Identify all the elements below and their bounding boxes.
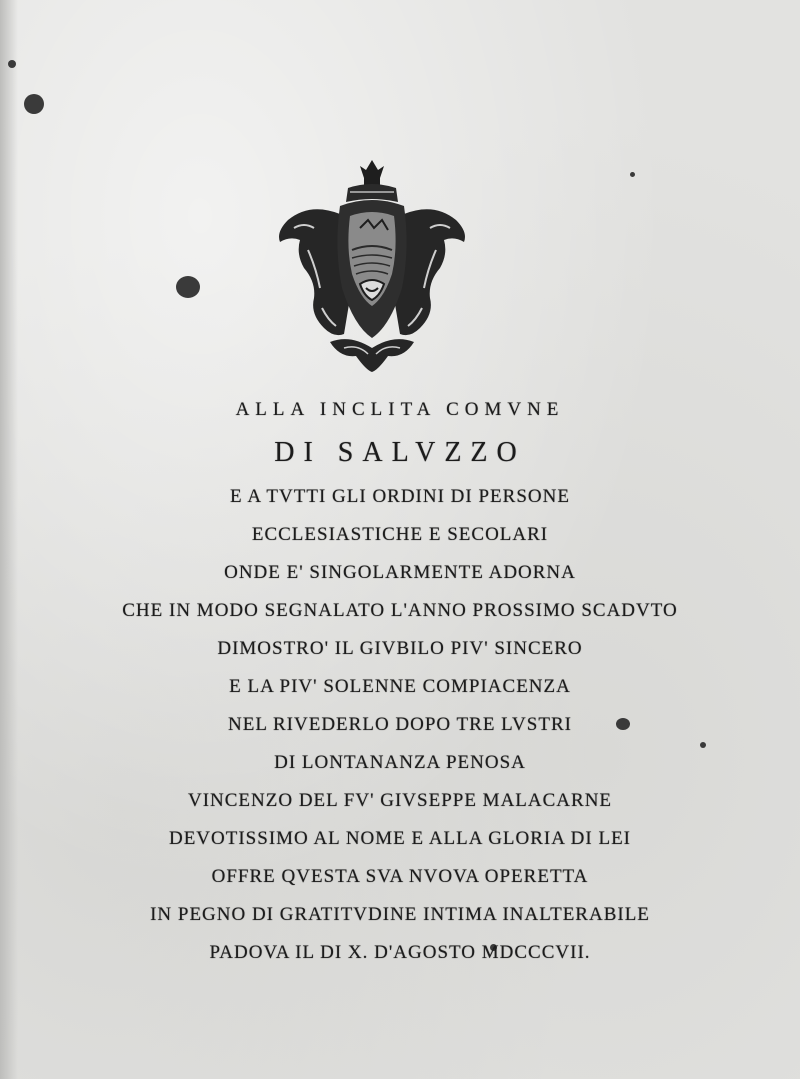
dedication-text	[0, 392, 800, 972]
dedication-line: NEL RIVEDERLO DOPO TRE LVSTRI	[228, 714, 572, 735]
dedication-line: ONDE E' SINGOLARMENTE ADORNA	[224, 562, 576, 583]
dedication-line: OFFRE QVESTA SVA NVOVA OPERETTA	[211, 866, 589, 887]
dedication-line: DI SALVZZO	[274, 437, 526, 468]
dedication-line: DEVOTISSIMO AL NOME E ALLA GLORIA DI LEI	[168, 828, 632, 849]
dedication-line: E LA PIV' SOLENNE COMPIACENZA	[229, 676, 571, 697]
dedication-line: CHE IN MODO SEGNALATO L'ANNO PROSSIMO SCADVTO	[122, 600, 678, 621]
ink-spot	[8, 60, 16, 68]
dedication-line: IN PEGNO DI GRATITVDINE INTIMA INALTERABILE	[150, 904, 650, 925]
dedication-line: DIMOSTRO' IL GIVBILO PIV' SINCERO	[217, 638, 583, 659]
dedication-line: PADOVA IL DI X. D'AGOSTO MDCCCVII.	[209, 942, 591, 963]
ink-spot	[176, 276, 200, 298]
dedication-line: ALLA INCLITA COMVNE	[235, 399, 565, 420]
dedication-line: ECCLESIASTICHE E SECOLARI	[251, 524, 549, 545]
coat-of-arms-icon	[270, 158, 474, 374]
dedication-line: VINCENZO DEL FV' GIVSEPPE MALACARNE	[187, 790, 613, 811]
dedication-line: DI LONTANANZA PENOSA	[274, 752, 526, 773]
ink-spot	[630, 172, 635, 177]
ink-spot	[24, 94, 44, 114]
dedication-line: E A TVTTI GLI ORDINI DI PERSONE	[230, 486, 570, 507]
